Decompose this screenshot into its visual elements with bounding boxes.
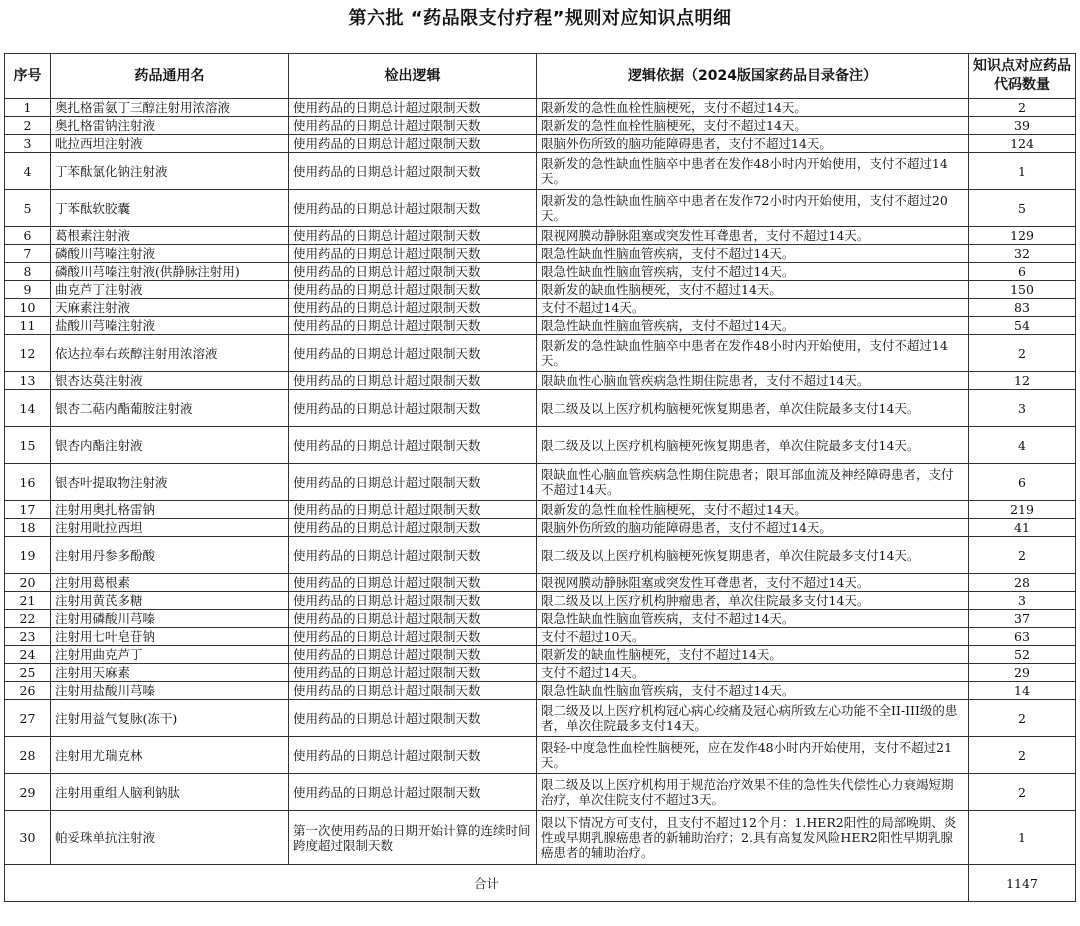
total-label: 合计 xyxy=(5,865,969,902)
cell-count: 1 xyxy=(969,811,1076,865)
cell-drug-name: 葛根素注射液 xyxy=(51,227,289,245)
cell-logic: 使用药品的日期总计超过限制天数 xyxy=(289,774,537,811)
cell-drug-name: 盐酸川芎嗪注射液 xyxy=(51,317,289,335)
table-row xyxy=(5,592,1076,610)
header-no: 序号 xyxy=(5,54,51,99)
table-row xyxy=(5,519,1076,537)
cell-count: 6 xyxy=(969,263,1076,281)
cell-basis: 限新发的急性血栓性脑梗死，支付不超过14天。 xyxy=(537,501,969,519)
cell-count: 37 xyxy=(969,610,1076,628)
cell-count: 52 xyxy=(969,646,1076,664)
cell-basis: 限急性缺血性脑血管疾病，支付不超过14天。 xyxy=(537,682,969,700)
cell-drug-name: 注射用尤瑞克林 xyxy=(51,737,289,774)
cell-logic: 使用药品的日期总计超过限制天数 xyxy=(289,299,537,317)
cell-no: 1 xyxy=(5,99,51,117)
table-row xyxy=(5,574,1076,592)
header-count: 知识点对应药品代码数量 xyxy=(969,54,1076,99)
cell-drug-name: 依达拉奉右莰醇注射用浓溶液 xyxy=(51,335,289,372)
cell-logic: 使用药品的日期总计超过限制天数 xyxy=(289,372,537,390)
cell-basis: 限二级及以上医疗机构用于规范治疗效果不佳的急性失代偿性心力衰竭短期治疗，单次住院支付不超过3天。 xyxy=(537,774,969,811)
table-row xyxy=(5,537,1076,574)
cell-count: 129 xyxy=(969,227,1076,245)
cell-drug-name: 丁苯酞氯化钠注射液 xyxy=(51,153,289,190)
cell-count: 124 xyxy=(969,135,1076,153)
cell-drug-name: 吡拉西坦注射液 xyxy=(51,135,289,153)
cell-count: 63 xyxy=(969,628,1076,646)
cell-basis: 限视网膜动静脉阻塞或突发性耳聋患者，支付不超过14天。 xyxy=(537,227,969,245)
cell-basis: 限二级及以上医疗机构脑梗死恢复期患者，单次住院最多支付14天。 xyxy=(537,427,969,464)
cell-count: 4 xyxy=(969,427,1076,464)
cell-basis: 限轻-中度急性血栓性脑梗死，应在发作48小时内开始使用，支付不超过21天。 xyxy=(537,737,969,774)
cell-logic: 使用药品的日期总计超过限制天数 xyxy=(289,682,537,700)
cell-no: 2 xyxy=(5,117,51,135)
cell-no: 29 xyxy=(5,774,51,811)
cell-logic: 使用药品的日期总计超过限制天数 xyxy=(289,335,537,372)
cell-count: 2 xyxy=(969,774,1076,811)
table-row xyxy=(5,335,1076,372)
cell-no: 19 xyxy=(5,537,51,574)
cell-logic: 使用药品的日期总计超过限制天数 xyxy=(289,281,537,299)
cell-drug-name: 注射用益气复脉(冻干) xyxy=(51,700,289,737)
table-row xyxy=(5,427,1076,464)
cell-logic: 使用药品的日期总计超过限制天数 xyxy=(289,700,537,737)
cell-drug-name: 磷酸川芎嗪注射液 xyxy=(51,245,289,263)
table-row xyxy=(5,227,1076,245)
table-row xyxy=(5,281,1076,299)
table-row xyxy=(5,610,1076,628)
cell-count: 2 xyxy=(969,99,1076,117)
cell-drug-name: 注射用黄芪多糖 xyxy=(51,592,289,610)
header-basis: 逻辑依据（2024版国家药品目录备注） xyxy=(537,54,969,99)
cell-logic: 使用药品的日期总计超过限制天数 xyxy=(289,610,537,628)
cell-drug-name: 磷酸川芎嗪注射液(供静脉注射用) xyxy=(51,263,289,281)
cell-logic: 使用药品的日期总计超过限制天数 xyxy=(289,501,537,519)
cell-basis: 支付不超过14天。 xyxy=(537,299,969,317)
cell-logic: 使用药品的日期总计超过限制天数 xyxy=(289,664,537,682)
table-row xyxy=(5,299,1076,317)
cell-no: 10 xyxy=(5,299,51,317)
cell-drug-name: 奥扎格雷氨丁三醇注射用浓溶液 xyxy=(51,99,289,117)
cell-drug-name: 注射用盐酸川芎嗪 xyxy=(51,682,289,700)
table-row xyxy=(5,700,1076,737)
cell-no: 3 xyxy=(5,135,51,153)
cell-basis: 限急性缺血性脑血管疾病，支付不超过14天。 xyxy=(537,245,969,263)
cell-drug-name: 银杏达莫注射液 xyxy=(51,372,289,390)
cell-count: 2 xyxy=(969,335,1076,372)
total-row xyxy=(5,865,1076,902)
table-row xyxy=(5,372,1076,390)
cell-count: 83 xyxy=(969,299,1076,317)
cell-count: 54 xyxy=(969,317,1076,335)
cell-drug-name: 注射用曲克芦丁 xyxy=(51,646,289,664)
cell-basis: 限脑外伤所致的脑功能障碍患者，支付不超过14天。 xyxy=(537,519,969,537)
table-row xyxy=(5,153,1076,190)
cell-no: 24 xyxy=(5,646,51,664)
table-row xyxy=(5,317,1076,335)
cell-drug-name: 注射用丹参多酚酸 xyxy=(51,537,289,574)
cell-no: 14 xyxy=(5,390,51,427)
cell-no: 26 xyxy=(5,682,51,700)
cell-logic: 使用药品的日期总计超过限制天数 xyxy=(289,227,537,245)
cell-drug-name: 丁苯酞软胶囊 xyxy=(51,190,289,227)
cell-no: 12 xyxy=(5,335,51,372)
table-row xyxy=(5,390,1076,427)
table-row xyxy=(5,646,1076,664)
cell-drug-name: 银杏二萜内酯葡胺注射液 xyxy=(51,390,289,427)
cell-no: 15 xyxy=(5,427,51,464)
cell-logic: 使用药品的日期总计超过限制天数 xyxy=(289,737,537,774)
cell-basis: 限新发的急性缺血性脑卒中患者在发作48小时内开始使用，支付不超过14天。 xyxy=(537,153,969,190)
cell-count: 12 xyxy=(969,372,1076,390)
cell-basis: 限新发的急性缺血性脑卒中患者在发作72小时内开始使用，支付不超过20天。 xyxy=(537,190,969,227)
table-row xyxy=(5,501,1076,519)
cell-count: 2 xyxy=(969,700,1076,737)
table-row xyxy=(5,263,1076,281)
table-row xyxy=(5,628,1076,646)
cell-logic: 使用药品的日期总计超过限制天数 xyxy=(289,574,537,592)
cell-drug-name: 银杏叶提取物注射液 xyxy=(51,464,289,501)
cell-count: 29 xyxy=(969,664,1076,682)
cell-no: 6 xyxy=(5,227,51,245)
cell-basis: 限急性缺血性脑血管疾病，支付不超过14天。 xyxy=(537,610,969,628)
table-row xyxy=(5,664,1076,682)
cell-no: 23 xyxy=(5,628,51,646)
cell-count: 150 xyxy=(969,281,1076,299)
cell-no: 22 xyxy=(5,610,51,628)
knowledge-table xyxy=(4,53,1076,902)
page-title: 第六批 “药品限支付疗程”规则对应知识点明细 xyxy=(348,8,732,29)
cell-count: 32 xyxy=(969,245,1076,263)
cell-basis: 限二级及以上医疗机构肿瘤患者，单次住院最多支付14天。 xyxy=(537,592,969,610)
cell-basis: 限缺血性心脑血管疾病急性期住院患者；限耳部血流及神经障碍患者，支付不超过14天。 xyxy=(537,464,969,501)
cell-count: 5 xyxy=(969,190,1076,227)
cell-count: 3 xyxy=(969,390,1076,427)
cell-no: 13 xyxy=(5,372,51,390)
cell-logic: 使用药品的日期总计超过限制天数 xyxy=(289,464,537,501)
cell-drug-name: 帕妥珠单抗注射液 xyxy=(51,811,289,865)
cell-logic: 使用药品的日期总计超过限制天数 xyxy=(289,99,537,117)
cell-count: 6 xyxy=(969,464,1076,501)
cell-count: 14 xyxy=(969,682,1076,700)
cell-drug-name: 银杏内酯注射液 xyxy=(51,427,289,464)
table-row xyxy=(5,682,1076,700)
cell-basis: 限急性缺血性脑血管疾病，支付不超过14天。 xyxy=(537,263,969,281)
cell-basis: 限急性缺血性脑血管疾病，支付不超过14天。 xyxy=(537,317,969,335)
cell-basis: 限二级及以上医疗机构冠心病心绞痛及冠心病所致左心功能不全II-III级的患者，单次住院最多支付14天。 xyxy=(537,700,969,737)
cell-no: 9 xyxy=(5,281,51,299)
cell-drug-name: 注射用磷酸川芎嗪 xyxy=(51,610,289,628)
cell-count: 2 xyxy=(969,537,1076,574)
table-row xyxy=(5,774,1076,811)
table-row xyxy=(5,811,1076,865)
cell-no: 5 xyxy=(5,190,51,227)
cell-logic: 使用药品的日期总计超过限制天数 xyxy=(289,190,537,227)
cell-basis: 支付不超过14天。 xyxy=(537,664,969,682)
cell-no: 8 xyxy=(5,263,51,281)
header-name: 药品通用名 xyxy=(51,54,289,99)
table-row xyxy=(5,117,1076,135)
cell-basis: 支付不超过10天。 xyxy=(537,628,969,646)
cell-logic: 使用药品的日期总计超过限制天数 xyxy=(289,317,537,335)
cell-basis: 限二级及以上医疗机构脑梗死恢复期患者，单次住院最多支付14天。 xyxy=(537,390,969,427)
table-row xyxy=(5,737,1076,774)
cell-logic: 使用药品的日期总计超过限制天数 xyxy=(289,390,537,427)
cell-no: 25 xyxy=(5,664,51,682)
cell-drug-name: 天麻素注射液 xyxy=(51,299,289,317)
cell-no: 27 xyxy=(5,700,51,737)
cell-count: 39 xyxy=(969,117,1076,135)
cell-basis: 限缺血性心脑血管疾病急性期住院患者，支付不超过14天。 xyxy=(537,372,969,390)
cell-no: 11 xyxy=(5,317,51,335)
cell-drug-name: 注射用奥扎格雷钠 xyxy=(51,501,289,519)
cell-count: 1 xyxy=(969,153,1076,190)
cell-no: 7 xyxy=(5,245,51,263)
cell-basis: 限二级及以上医疗机构脑梗死恢复期患者，单次住院最多支付14天。 xyxy=(537,537,969,574)
total-count: 1147 xyxy=(969,865,1076,902)
cell-no: 17 xyxy=(5,501,51,519)
cell-logic: 使用药品的日期总计超过限制天数 xyxy=(289,427,537,464)
cell-no: 21 xyxy=(5,592,51,610)
cell-drug-name: 曲克芦丁注射液 xyxy=(51,281,289,299)
cell-basis: 限视网膜动静脉阻塞或突发性耳聋患者，支付不超过14天。 xyxy=(537,574,969,592)
table-row xyxy=(5,135,1076,153)
cell-logic: 使用药品的日期总计超过限制天数 xyxy=(289,519,537,537)
cell-no: 20 xyxy=(5,574,51,592)
cell-drug-name: 奥扎格雷钠注射液 xyxy=(51,117,289,135)
cell-logic: 使用药品的日期总计超过限制天数 xyxy=(289,245,537,263)
cell-drug-name: 注射用重组人脑利钠肽 xyxy=(51,774,289,811)
cell-drug-name: 注射用天麻素 xyxy=(51,664,289,682)
cell-drug-name: 注射用葛根素 xyxy=(51,574,289,592)
cell-basis: 限新发的急性血栓性脑梗死，支付不超过14天。 xyxy=(537,99,969,117)
cell-logic: 使用药品的日期总计超过限制天数 xyxy=(289,537,537,574)
cell-no: 16 xyxy=(5,464,51,501)
cell-logic: 使用药品的日期总计超过限制天数 xyxy=(289,592,537,610)
cell-count: 2 xyxy=(969,737,1076,774)
cell-basis: 限新发的缺血性脑梗死，支付不超过14天。 xyxy=(537,646,969,664)
cell-logic: 使用药品的日期总计超过限制天数 xyxy=(289,646,537,664)
cell-no: 4 xyxy=(5,153,51,190)
table-row xyxy=(5,245,1076,263)
header-logic: 检出逻辑 xyxy=(289,54,537,99)
cell-logic: 第一次使用药品的日期开始计算的连续时间跨度超过限制天数 xyxy=(289,811,537,865)
cell-drug-name: 注射用七叶皂苷钠 xyxy=(51,628,289,646)
cell-count: 219 xyxy=(969,501,1076,519)
cell-drug-name: 注射用吡拉西坦 xyxy=(51,519,289,537)
cell-logic: 使用药品的日期总计超过限制天数 xyxy=(289,153,537,190)
cell-count: 41 xyxy=(969,519,1076,537)
cell-no: 28 xyxy=(5,737,51,774)
table-row xyxy=(5,190,1076,227)
cell-basis: 限以下情况方可支付，且支付不超过12个月：1.HER2阳性的局部晚期、炎性或早期乳腺癌患者的新辅助治疗；2.具有高复发风险HER2阳性早期乳腺癌患者的辅助治疗。 xyxy=(537,811,969,865)
cell-logic: 使用药品的日期总计超过限制天数 xyxy=(289,135,537,153)
cell-count: 28 xyxy=(969,574,1076,592)
cell-logic: 使用药品的日期总计超过限制天数 xyxy=(289,117,537,135)
table-row xyxy=(5,99,1076,117)
cell-basis: 限新发的急性缺血性脑卒中患者在发作48小时内开始使用，支付不超过14天。 xyxy=(537,335,969,372)
cell-logic: 使用药品的日期总计超过限制天数 xyxy=(289,628,537,646)
table-row xyxy=(5,464,1076,501)
cell-no: 30 xyxy=(5,811,51,865)
cell-no: 18 xyxy=(5,519,51,537)
table-header-row xyxy=(5,54,1076,99)
table-body xyxy=(5,99,1076,865)
cell-count: 3 xyxy=(969,592,1076,610)
cell-logic: 使用药品的日期总计超过限制天数 xyxy=(289,263,537,281)
cell-basis: 限脑外伤所致的脑功能障碍患者，支付不超过14天。 xyxy=(537,135,969,153)
cell-basis: 限新发的缺血性脑梗死，支付不超过14天。 xyxy=(537,281,969,299)
cell-basis: 限新发的急性血栓性脑梗死，支付不超过14天。 xyxy=(537,117,969,135)
